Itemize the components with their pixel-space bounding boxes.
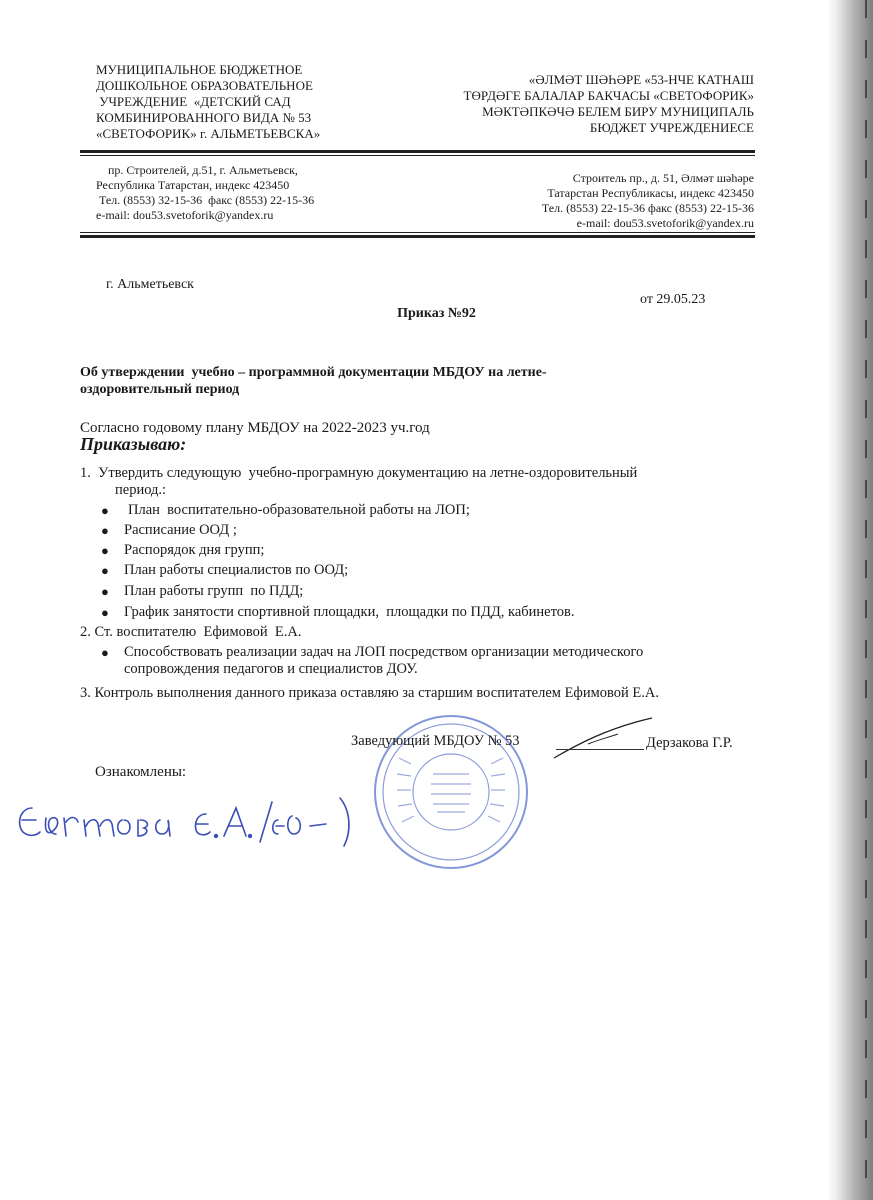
bullet-dot-icon: ●	[101, 645, 109, 660]
scan-shadow-edge	[827, 0, 873, 1200]
order-item-2: 2. Ст. воспитателю Ефимовой Е.А.	[80, 624, 302, 640]
bullet-item: Способствовать реализации задач на ЛОП посредством организации методического	[124, 644, 644, 660]
bullet-dot-icon: ●	[101, 563, 109, 578]
signer-name: Дерзакова Г.Р.	[646, 735, 733, 751]
order-title: Приказ №92	[397, 306, 476, 321]
bullet-dot-icon: ●	[101, 503, 109, 518]
address-right-line: Строитель пр., д. 51, Әлмәт шәһәре	[572, 171, 754, 185]
bullet-dot-icon: ●	[101, 605, 109, 620]
address-right-line: Татарстан Республикасы, индекс 423450	[547, 186, 754, 200]
order-subject	[80, 364, 680, 398]
header-left-line: УЧРЕЖДЕНИЕ «ДЕТСКИЙ САД	[96, 94, 291, 109]
handwritten-acquaintance-signature	[10, 790, 380, 850]
address-right-line: e-mail: dou53.svetoforik@yandex.ru	[576, 216, 754, 230]
bullet-item: Распорядок дня групп;	[124, 542, 265, 558]
order-basis: Согласно годовому плану МБДОУ на 2022-2023 уч.год	[80, 420, 430, 436]
bullet-item: План воспитательно-образовательной работы на ЛОП;	[128, 502, 470, 518]
order-item-1-cont: период.:	[115, 482, 167, 498]
bullet-dot-icon: ●	[101, 584, 109, 599]
bullet-item: График занятости спортивной площадки, площадки по ПДД, кабинетов.	[124, 604, 575, 620]
signature-position: Заведующий МБДОУ № 53	[351, 733, 520, 749]
address-left-line: Республика Татарстан, индекс 423450	[96, 178, 290, 192]
order-directive-word: Приказываю:	[80, 434, 187, 454]
header-right-line: «ӘЛМӘТ ШӘҺӘРЕ «53-НЧЕ КАТНАШ	[528, 72, 754, 87]
bullet-item: План работы специалистов по ООД;	[124, 562, 349, 578]
address-divider-thin	[80, 232, 755, 233]
header-divider-top-thin	[80, 155, 755, 156]
order-item-1: 1. Утвердить следующую учебно-програмную документацию на летне-оздоровительный	[80, 465, 638, 481]
document-city: г. Альметьевск	[106, 277, 194, 292]
header-divider-top	[80, 150, 755, 153]
address-left-line: Тел. (8553) 32-15-36 факс (8553) 22-15-36	[96, 193, 315, 207]
header-left-line: «СВЕТОФОРИК» г. АЛЬМЕТЬЕВСКА»	[96, 126, 321, 141]
header-right-tatar	[420, 72, 754, 136]
document-date: от 29.05.23	[640, 292, 706, 307]
order-subject-line: Об утверждении учебно – программной документации МБДОУ на летне-	[80, 365, 547, 380]
bullet-item: План работы групп по ПДД;	[124, 583, 304, 599]
address-left-line: e-mail: dou53.svetoforik@yandex.ru	[96, 208, 274, 222]
address-divider-thick	[80, 235, 755, 238]
bullet-dot-icon: ●	[101, 523, 109, 538]
address-right	[440, 171, 754, 231]
header-left-line: ДОШКОЛЬНОЕ ОБРАЗОВАТЕЛЬНОЕ	[96, 78, 313, 93]
bullet-item: Расписание ООД ;	[124, 522, 237, 538]
address-left-line: пр. Строителей, д.51, г. Альметьевск,	[108, 163, 298, 177]
acquainted-label: Ознакомлены:	[95, 764, 187, 780]
order-subject-line: оздоровительный период	[80, 382, 240, 397]
address-right-line: Тел. (8553) 22-15-36 факс (8553) 22-15-36	[541, 201, 754, 215]
header-right-line: ТӨРДӘГЕ БАЛАЛАР БАКЧАСЫ «СВЕТОФОРИК»	[463, 88, 754, 103]
header-right-line: БЮДЖЕТ УЧРЕЖДЕНИЕСЕ	[589, 120, 754, 135]
address-left	[96, 163, 396, 223]
signature-line	[556, 749, 644, 750]
director-signature	[548, 714, 658, 764]
header-left-russian	[96, 62, 396, 142]
bullet-dot-icon: ●	[101, 543, 109, 558]
order-item-3: 3. Контроль выполнения данного приказа оставляю за старшим воспитателем Ефимовой Е.А.	[80, 685, 659, 701]
bullet-item-cont: сопровождения педагогов и специалистов ДОУ.	[124, 661, 418, 677]
header-left-line: КОМБИНИРОВАННОГО ВИДА № 53	[96, 110, 312, 125]
header-left-line: МУНИЦИПАЛЬНОЕ БЮДЖЕТНОЕ	[96, 62, 303, 77]
header-right-line: МӘКТӘПКӘЧӘ БЕЛЕМ БИРУ МУНИЦИПАЛЬ	[482, 104, 754, 119]
